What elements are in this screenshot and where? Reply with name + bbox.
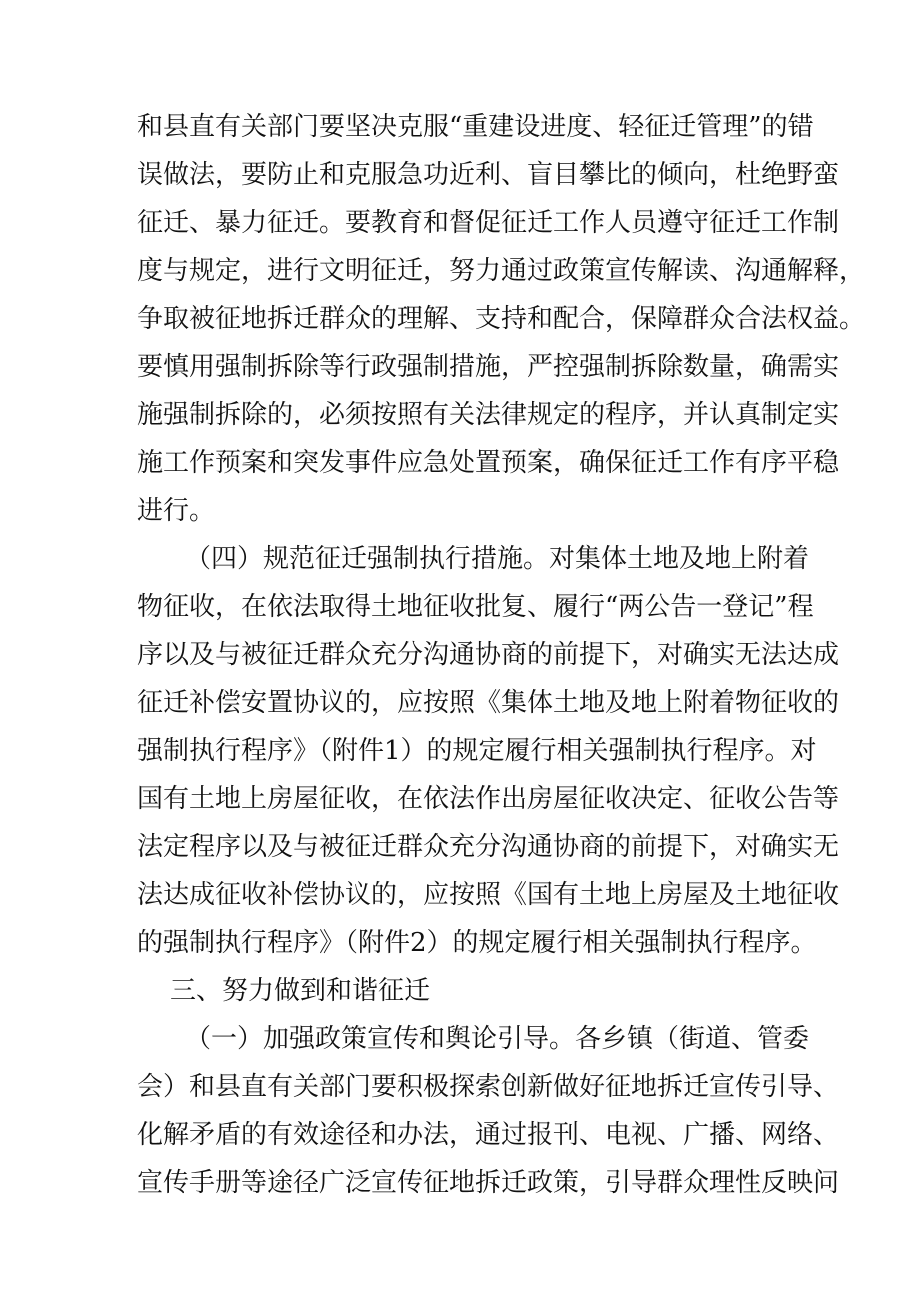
text-line: 法定程序以及与被征迁群众充分沟通协商的前提下，对确实无: [137, 832, 840, 862]
text-line: 征迁、暴力征迁。要教育和督促征迁工作人员遵守征迁工作制: [137, 208, 840, 238]
text-line: 要慎用强制拆除等行政强制措施，严控强制拆除数量，确需实: [137, 352, 840, 382]
text-line: 化解矛盾的有效途径和办法，通过报刊、电视、广播、网络、: [137, 1120, 840, 1150]
text-line: 会）和县直有关部门要积极探索创新做好征地拆迁宣传引导、: [137, 1072, 840, 1102]
text-line: 施工作预案和突发事件应急处置预案，确保征迁工作有序平稳: [137, 448, 840, 478]
text-line: 度与规定，进行文明征迁，努力通过政策宣传解读、沟通解释，: [137, 256, 866, 286]
section-heading-4: （四）规范征迁强制执行措施。对集体土地及地上附着: [185, 544, 810, 574]
text-line: 施强制拆除的，必须按照有关法律规定的程序，并认真制定实: [137, 400, 840, 430]
text-line: 法达成征收补偿协议的，应按照《国有土地上房屋及土地征收: [137, 880, 840, 910]
text-line: 进行。: [137, 496, 216, 526]
text-line: 征迁补偿安置协议的，应按照《集体土地及地上附着物征收的: [137, 688, 840, 718]
text-line: 争取被征地拆迁群众的理解、支持和配合，保障群众合法权益。: [137, 304, 866, 334]
section-heading-3: 三、努力做到和谐征迁: [170, 976, 431, 1006]
text-line: 物征收，在依法取得土地征收批复、履行“两公告一登记”程: [137, 592, 814, 622]
text-line: 宣传手册等途径广泛宣传征地拆迁政策，引导群众理性反映问: [137, 1168, 840, 1198]
text-line: 误做法，要防止和克服急功近利、盲目攀比的倾向，杜绝野蛮: [137, 160, 840, 190]
text-line: 强制执行程序》（附件1）的规定履行相关强制执行程序。对: [137, 736, 817, 766]
document-page: [137, 103, 866, 1207]
subsection-heading-1: （一）加强政策宣传和舆论引导。各乡镇（街道、管委: [185, 1024, 810, 1054]
text-line: 的强制执行程序》（附件2）的规定履行相关强制执行程序。: [137, 928, 817, 958]
text-line: 国有土地上房屋征收，在依法作出房屋征收决定、征收公告等: [137, 784, 840, 814]
text-line: 和县直有关部门要坚决克服“重建设进度、轻征迁管理”的错: [137, 112, 814, 142]
text-line: 序以及与被征迁群众充分沟通协商的前提下，对确实无法达成: [137, 640, 840, 670]
